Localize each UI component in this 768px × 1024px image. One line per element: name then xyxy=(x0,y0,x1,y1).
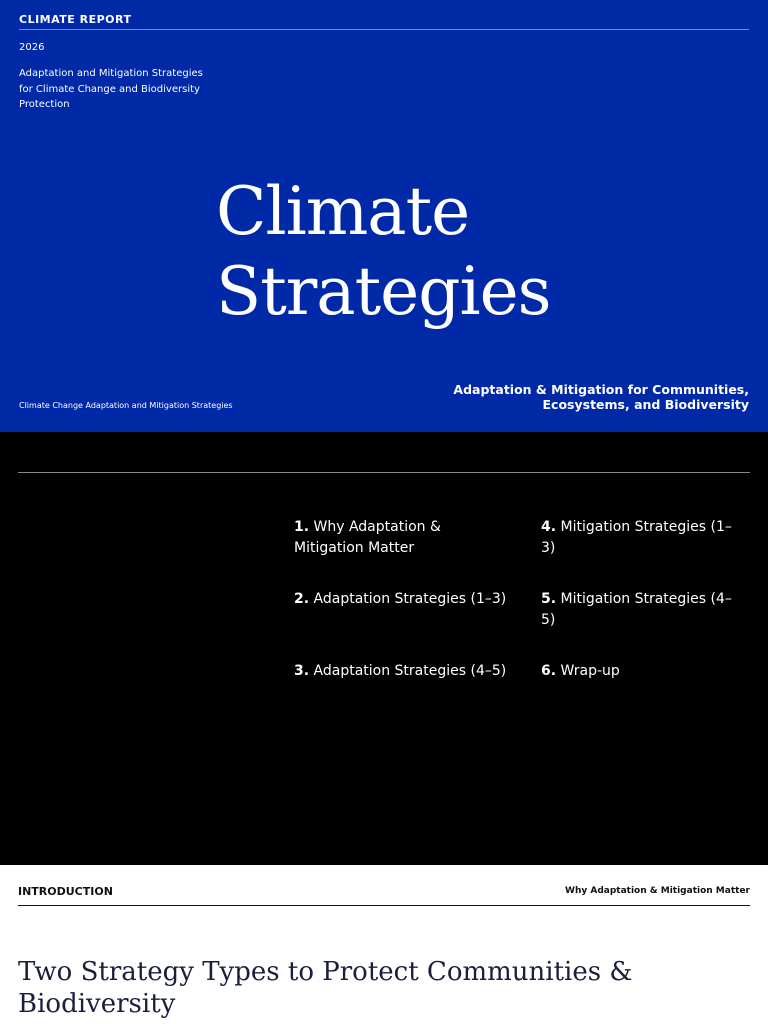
cover-section xyxy=(0,0,768,432)
toc-item-label: Mitigation Strategies (4–5) xyxy=(541,591,732,628)
toc-item-label: Adaptation Strategies (4–5) xyxy=(313,663,507,679)
cover-label: CLIMATE REPORT xyxy=(19,13,132,26)
toc-item-3[interactable] xyxy=(294,661,509,682)
toc-item-number: 1. xyxy=(294,519,310,535)
cover-footer-left: Climate Change Adaptation and Mitigation Strategies xyxy=(19,401,233,410)
intro-section-title: Why Adaptation & Mitigation Matter xyxy=(565,886,750,896)
cover-divider xyxy=(19,29,749,30)
toc-item-number: 3. xyxy=(294,663,310,679)
toc-item-1[interactable] xyxy=(294,517,509,559)
toc-item-label: Why Adaptation & Mitigation Matter xyxy=(294,519,441,556)
toc-item-label: Mitigation Strategies (1–3) xyxy=(541,519,732,556)
intro-heading: INTRODUCTION xyxy=(18,885,113,898)
toc-item-4[interactable] xyxy=(541,517,746,559)
toc-item-2[interactable] xyxy=(294,589,509,610)
toc-item-number: 5. xyxy=(541,591,557,607)
toc-item-6[interactable] xyxy=(541,661,746,682)
toc-item-number: 4. xyxy=(541,519,557,535)
cover-footer-right: Adaptation & Mitigation for Communities, Ecosystems, and Biodiversity xyxy=(453,382,749,412)
cover-year: 2026 xyxy=(19,42,45,53)
catalog-section xyxy=(0,432,768,865)
intro-title: Two Strategy Types to Protect Communities & Biodiversity xyxy=(18,957,633,1019)
cover-title-line-1: Climate xyxy=(216,173,470,250)
catalog-heading: CATALOG xyxy=(18,452,74,465)
cover-description: Adaptation and Mitigation Strategies for Climate Change and Biodiversity Protection xyxy=(19,68,203,110)
toc-item-label: Adaptation Strategies (1–3) xyxy=(313,591,507,607)
cover-title-line-2: Strategies xyxy=(216,253,551,330)
cover-title xyxy=(216,172,551,332)
toc-item-5[interactable] xyxy=(541,589,746,631)
toc-item-number: 2. xyxy=(294,591,310,607)
catalog-divider xyxy=(18,472,750,473)
toc-item-number: 6. xyxy=(541,663,557,679)
toc-item-label: Wrap-up xyxy=(560,663,620,679)
intro-divider xyxy=(18,905,750,906)
